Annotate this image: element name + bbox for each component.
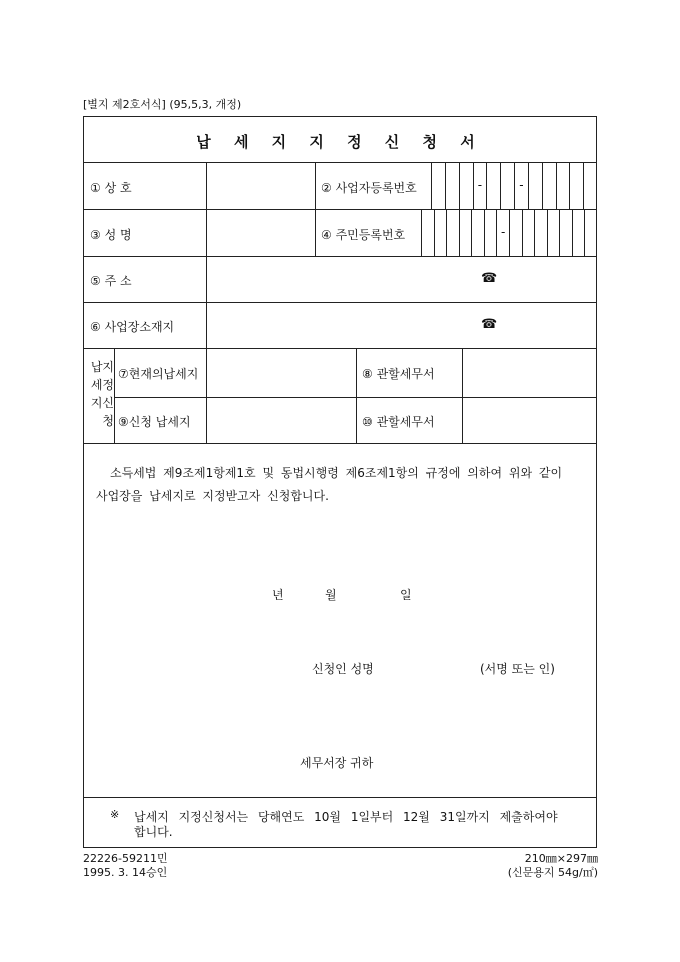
trade-name-label: ① 상 호 — [90, 181, 132, 195]
digit-box[interactable] — [559, 209, 572, 256]
dash-box[interactable]: - — [514, 162, 528, 209]
digit-box[interactable] — [572, 209, 585, 256]
digit-box[interactable] — [445, 162, 459, 209]
group-label-line: 납지 — [90, 360, 114, 374]
tax-office-10-field[interactable] — [463, 398, 596, 443]
dash-box[interactable]: - — [473, 162, 487, 209]
form-code: 22226-59211민 — [83, 852, 168, 865]
year-label: 년 — [272, 588, 284, 602]
form-title: 납 세 지 지 정 신 청 서 — [196, 133, 484, 151]
addressee-label: 세무서장 귀하 — [300, 756, 374, 770]
group-label-line: 지신 — [90, 396, 114, 410]
requested-tax-place-field[interactable] — [207, 398, 355, 443]
digit-box[interactable] — [547, 209, 560, 256]
group-label-line: 청 — [102, 414, 114, 428]
digit-box[interactable] — [556, 162, 570, 209]
digit-box[interactable] — [446, 209, 459, 256]
digit-box[interactable] — [471, 209, 484, 256]
tax-office-8-field[interactable] — [463, 349, 596, 396]
digit-box[interactable] — [484, 209, 497, 256]
digit-box[interactable] — [486, 162, 500, 209]
group-label-line: 세정 — [90, 378, 114, 392]
digit-box[interactable] — [542, 162, 556, 209]
digit-box[interactable] — [522, 209, 535, 256]
digit-box[interactable] — [421, 209, 434, 256]
name-label: ③ 성 명 — [90, 228, 132, 242]
month-label: 월 — [325, 588, 337, 602]
digit-box[interactable] — [459, 162, 473, 209]
paper-type: (신문용지 54g/㎡) — [507, 866, 598, 879]
digit-box[interactable] — [534, 209, 547, 256]
tax-office-8-label: ⑧ 관할세무서 — [362, 367, 435, 381]
address-field[interactable] — [207, 257, 596, 302]
body-text-line1: 소득세법 제9조제1항제1호 및 동법시행령 제6조제1항의 규정에 의하여 위와 같이 — [110, 466, 563, 480]
resident-reg-no-label: ④ 주민등록번호 — [321, 228, 406, 242]
digit-box[interactable] — [459, 209, 472, 256]
note-line1: 납세지 지정신청서는 당해연도 10월 1일부터 12월 31일까지 제출하여야 — [134, 810, 558, 824]
paper-size: 210㎜×297㎜ — [524, 852, 598, 865]
digit-box[interactable] — [569, 162, 583, 209]
digit-box[interactable] — [434, 209, 447, 256]
digit-box[interactable] — [583, 162, 597, 209]
dash-box[interactable]: - — [496, 209, 509, 256]
trade-name-field[interactable] — [207, 163, 314, 209]
note-line2: 합니다. — [134, 825, 173, 839]
signature-label: (서명 또는 인) — [480, 662, 555, 676]
requested-tax-place-label: ⑨신청 납세지 — [118, 415, 191, 429]
address-label: ⑤ 주 소 — [90, 274, 132, 288]
body-text-line2: 사업장을 납세지로 지정받고자 신청합니다. — [96, 489, 329, 503]
resident-reg-no-field[interactable] — [421, 209, 597, 256]
digit-box[interactable] — [431, 162, 445, 209]
business-reg-no-label: ② 사업자등록번호 — [321, 181, 417, 195]
note-mark: ※ — [110, 808, 120, 821]
phone-icon: ☎ — [481, 271, 498, 286]
business-reg-no-field[interactable] — [431, 162, 597, 209]
applicant-label: 신청인 성명 — [312, 662, 374, 676]
tax-office-10-label: ⑩ 관할세무서 — [362, 415, 435, 429]
form-header-note: [별지 제2호서식] (95,5,3, 개정) — [83, 98, 242, 111]
approval-date: 1995. 3. 14승인 — [83, 866, 168, 879]
digit-box[interactable] — [509, 209, 522, 256]
digit-box[interactable] — [584, 209, 597, 256]
digit-box[interactable] — [528, 162, 542, 209]
phone-icon: ☎ — [481, 317, 498, 332]
tax-place-group-label — [84, 358, 114, 430]
current-tax-place-label: ⑦현재의납세지 — [118, 367, 199, 381]
digit-box[interactable] — [500, 162, 514, 209]
day-label: 일 — [400, 588, 412, 602]
business-location-label: ⑥ 사업장소재지 — [90, 320, 175, 334]
business-location-field[interactable] — [207, 303, 596, 348]
current-tax-place-field[interactable] — [207, 349, 355, 396]
name-field[interactable] — [207, 210, 314, 256]
